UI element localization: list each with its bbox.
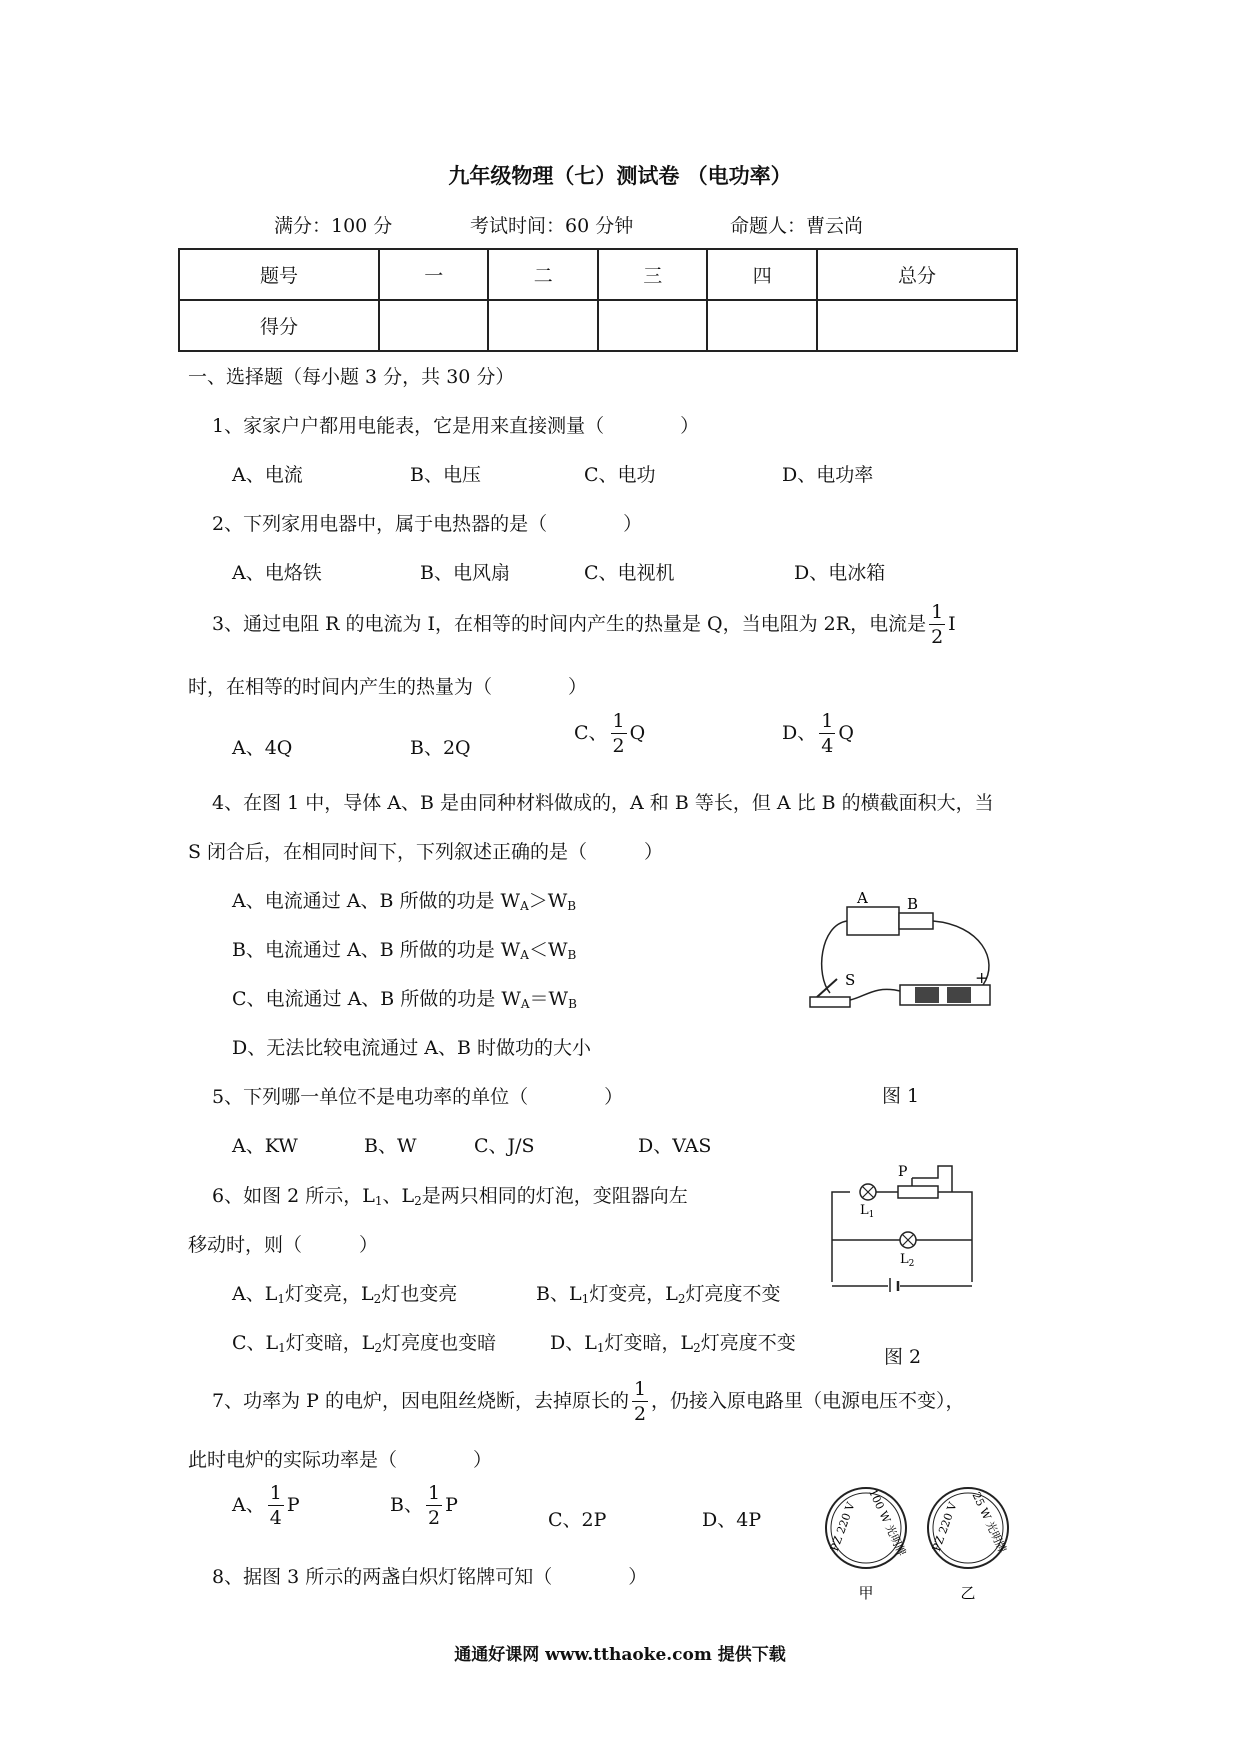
q7-option-c[interactable]: C、2P bbox=[548, 1509, 607, 1531]
q3-option-a[interactable]: A、4Q bbox=[232, 737, 293, 759]
q7-opt-b-fraction bbox=[426, 1484, 442, 1528]
frac-num: 1 bbox=[821, 710, 834, 732]
q5-option-b[interactable]: B、W bbox=[364, 1135, 417, 1157]
q2-option-a[interactable]: A、电烙铁 bbox=[232, 562, 322, 584]
q6-stem-line1 bbox=[212, 1181, 688, 1208]
q4-stem-line1: 4、在图 1 中，导体 A、B 是由同种材料做成的，A 和 B 等长，但 A 比 B 的横截面积大，当 bbox=[212, 792, 994, 814]
q2-option-d[interactable]: D、电冰箱 bbox=[794, 562, 886, 584]
fig3-yi-label: 乙 bbox=[960, 1584, 976, 1602]
q2-option-c[interactable]: C、电视机 bbox=[584, 562, 675, 584]
subscript: 2 bbox=[374, 1341, 383, 1355]
q6-stem-line2: 移动时，则（ ） bbox=[188, 1234, 379, 1256]
q1-option-d[interactable]: D、电功率 bbox=[782, 464, 874, 486]
q4-opt-rel: ＜W bbox=[528, 939, 568, 961]
frac-num: 1 bbox=[269, 1482, 282, 1504]
subscript: B bbox=[567, 899, 577, 913]
q3-option-b[interactable]: B、2Q bbox=[410, 737, 471, 759]
q4-opt-text: A、电流通过 A、B 所做的功是 W bbox=[232, 890, 521, 912]
q1-option-b[interactable]: B、电压 bbox=[410, 464, 481, 486]
q6-opt-text: A、L bbox=[232, 1283, 278, 1305]
q4-opt-rel: ＝W bbox=[529, 988, 569, 1010]
figure-2-circuit bbox=[820, 1162, 980, 1292]
frac-den: 4 bbox=[821, 735, 834, 757]
frac-den: 2 bbox=[427, 1507, 441, 1529]
score-row-label: 得分 bbox=[179, 300, 379, 351]
q6-opt-text: 灯亮度不变 bbox=[700, 1332, 796, 1354]
score-header-cell: 四 bbox=[707, 249, 817, 300]
q7-text: 7、功率为 P 的电炉，因电阻丝烧断，去掉原长的 bbox=[212, 1390, 629, 1412]
conductor-a bbox=[847, 907, 899, 935]
figure-2-caption: 图 2 bbox=[884, 1346, 922, 1368]
score-cell[interactable] bbox=[379, 300, 489, 351]
score-header-cell: 二 bbox=[488, 249, 598, 300]
q7-option-d[interactable]: D、4P bbox=[702, 1509, 762, 1531]
q6-opt-text: C、L bbox=[232, 1332, 279, 1354]
fig2-l1-sub: 1 bbox=[868, 1210, 875, 1220]
q6-text: 6、如图 2 所示，L bbox=[212, 1185, 375, 1207]
q3-stem-end: I bbox=[948, 613, 956, 635]
fig2-l2-text: L bbox=[900, 1252, 909, 1267]
q7-opt-b-suffix: P bbox=[445, 1494, 458, 1516]
q1-stem: 1、家家户户都用电能表，它是用来直接测量（ ） bbox=[212, 415, 700, 437]
score-header-cell: 一 bbox=[379, 249, 489, 300]
q6-option-b[interactable] bbox=[536, 1279, 781, 1306]
subscript: B bbox=[568, 997, 577, 1011]
q7-opt-a-prefix: A、 bbox=[232, 1494, 265, 1516]
q5-option-d[interactable]: D、VAS bbox=[638, 1135, 712, 1157]
subscript: A bbox=[520, 997, 530, 1011]
subscript: 2 bbox=[677, 1292, 686, 1306]
q3-stem bbox=[212, 603, 956, 647]
q6-opt-text: B、L bbox=[536, 1283, 582, 1305]
q3-opt-c-suffix: Q bbox=[629, 722, 646, 744]
switch-lever bbox=[817, 979, 837, 997]
score-table-score-row bbox=[179, 300, 1017, 351]
subscript: 1 bbox=[596, 1341, 605, 1355]
switch-base bbox=[810, 997, 850, 1007]
q7-opt-b-prefix: B、 bbox=[390, 1494, 423, 1516]
rheostat bbox=[898, 1186, 938, 1198]
q5-stem: 5、下列哪一单位不是电功率的单位（ ） bbox=[212, 1086, 624, 1108]
q6-opt-text: 灯变亮，L bbox=[589, 1283, 678, 1305]
jia-plate-right: 100 W 光明牌 bbox=[866, 1487, 909, 1559]
score-header-cell: 题号 bbox=[179, 249, 379, 300]
q3-stem-line2: 时，在相等的时间内产生的热量为（ ） bbox=[188, 676, 588, 698]
fig2-l2-label bbox=[900, 1252, 914, 1269]
fig2-l1-label bbox=[860, 1203, 874, 1220]
frac-den: 4 bbox=[269, 1507, 282, 1529]
q3-option-c[interactable] bbox=[574, 712, 645, 756]
q6-opt-text: 灯亮度也变暗 bbox=[382, 1332, 497, 1354]
subscript: A bbox=[520, 899, 529, 913]
fig2-l2-sub: 2 bbox=[908, 1259, 915, 1269]
q3-frac-den: 2 bbox=[931, 626, 944, 648]
q6-opt-text: 灯也变亮 bbox=[381, 1283, 458, 1305]
score-table bbox=[178, 248, 1018, 352]
q7-opt-a-suffix: P bbox=[286, 1494, 300, 1516]
q6-option-d[interactable] bbox=[550, 1328, 796, 1355]
figure-1-circuit bbox=[805, 885, 1005, 1020]
q6-opt-text: 灯变亮，L bbox=[284, 1283, 374, 1305]
subscript: B bbox=[567, 948, 577, 962]
subscript: 1 bbox=[278, 1341, 286, 1355]
q6-text: 是两只相同的灯泡，变阻器向左 bbox=[421, 1185, 688, 1207]
author: 命题人：曹云尚 bbox=[730, 215, 864, 237]
fig1-label-a: A bbox=[857, 889, 868, 907]
q3-fraction bbox=[929, 603, 945, 647]
score-table-header-row bbox=[179, 249, 1017, 300]
frac-den: 2 bbox=[633, 1403, 647, 1425]
q7-stem-line1 bbox=[212, 1380, 965, 1424]
q3-stem-text: 3、通过电阻 R 的电流为 I，在相等的时间内产生的热量是 Q，当电阻为 2R，电流是 bbox=[212, 613, 927, 635]
q6-opt-text: 灯亮度不变 bbox=[685, 1283, 781, 1305]
q3-opt-d-fraction bbox=[819, 712, 835, 756]
score-cell[interactable] bbox=[598, 300, 708, 351]
wire bbox=[850, 989, 900, 1000]
q3-option-d[interactable] bbox=[782, 712, 854, 756]
yi-plate-right: 25 W 光明牌 bbox=[969, 1490, 1009, 1555]
score-header-cell: 三 bbox=[598, 249, 708, 300]
q6-option-c[interactable] bbox=[232, 1328, 496, 1355]
q7-fraction bbox=[632, 1380, 648, 1424]
q6-opt-text: D、L bbox=[550, 1332, 597, 1354]
subscript: 1 bbox=[581, 1292, 590, 1306]
full-score: 满分：100 分 bbox=[274, 215, 393, 237]
subscript: 2 bbox=[373, 1292, 382, 1306]
frac-num: 1 bbox=[427, 1482, 441, 1504]
q4-opt-rel: ＞W bbox=[528, 890, 568, 912]
battery-cell bbox=[915, 987, 939, 1003]
q3-opt-c-fraction bbox=[611, 712, 627, 756]
q5-option-a[interactable]: A、KW bbox=[232, 1135, 298, 1157]
fig1-label-s: S bbox=[845, 971, 856, 989]
subscript: 2 bbox=[414, 1194, 422, 1208]
q6-option-a[interactable] bbox=[232, 1279, 457, 1306]
q4-option-a[interactable] bbox=[232, 886, 576, 913]
page-title: 九年级物理（七）测试卷 （电功率） bbox=[448, 163, 792, 188]
frac-num: 1 bbox=[612, 710, 625, 732]
exam-time: 考试时间：60 分钟 bbox=[470, 215, 634, 237]
figure-1-caption: 图 1 bbox=[882, 1085, 920, 1107]
q2-option-b[interactable]: B、电风扇 bbox=[420, 562, 510, 584]
q3-opt-d-prefix: D、 bbox=[782, 722, 817, 744]
subscript: 1 bbox=[277, 1292, 285, 1306]
fig2-l1-text: L bbox=[860, 1203, 869, 1218]
fig3-jia-label: 甲 bbox=[858, 1584, 874, 1602]
q6-text: 、L bbox=[382, 1185, 415, 1207]
battery-cell bbox=[947, 987, 971, 1003]
score-cell[interactable] bbox=[707, 300, 817, 351]
q3-opt-d-suffix: Q bbox=[838, 722, 854, 744]
yi-plate-left: PZ 220 V bbox=[929, 1500, 960, 1553]
q2-stem: 2、下列家用电器中，属于电热器的是（ ） bbox=[212, 513, 643, 535]
q6-opt-text: 灯变暗，L bbox=[285, 1332, 375, 1354]
q4-option-c[interactable] bbox=[232, 984, 577, 1011]
fig1-plus: + bbox=[975, 968, 989, 987]
frac-den: 2 bbox=[612, 735, 625, 757]
q3-frac-num: 1 bbox=[931, 601, 944, 623]
subscript: A bbox=[520, 948, 529, 962]
frame-gap bbox=[820, 1282, 980, 1292]
q7-opt-a-fraction bbox=[268, 1484, 284, 1528]
subscript: 1 bbox=[374, 1194, 383, 1208]
frac-num: 1 bbox=[633, 1378, 647, 1400]
q7-option-b[interactable] bbox=[390, 1484, 458, 1528]
q7-option-a[interactable] bbox=[232, 1484, 300, 1528]
fig1-label-b: B bbox=[907, 895, 919, 913]
q4-opt-text: C、电流通过 A、B 所做的功是 W bbox=[232, 988, 521, 1010]
conductor-b bbox=[899, 913, 933, 929]
score-header-cell: 总分 bbox=[817, 249, 1017, 300]
q6-opt-text: 灯变暗，L bbox=[604, 1332, 694, 1354]
battery-holder bbox=[900, 985, 990, 1005]
subscript: 2 bbox=[693, 1341, 701, 1355]
q3-opt-c-prefix: C、 bbox=[574, 722, 608, 744]
jia-plate-left: PZ 220 V bbox=[827, 1500, 858, 1553]
fig2-p-label: P bbox=[898, 1164, 908, 1180]
footer-watermark: 通通好课网 www.tthaoke.com 提供下载 bbox=[454, 1645, 786, 1665]
score-cell[interactable] bbox=[488, 300, 598, 351]
q7-text: ，仍接入原电路里（电源电压不变）， bbox=[651, 1390, 965, 1412]
q4-opt-text: B、电流通过 A、B 所做的功是 W bbox=[232, 939, 521, 961]
q8-stem: 8、据图 3 所示的两盏白炽灯铭牌可知（ ） bbox=[212, 1566, 648, 1588]
score-cell[interactable] bbox=[817, 300, 1017, 351]
q4-option-b[interactable] bbox=[232, 935, 576, 962]
q4-stem-line2: S 闭合后，在相同时间下，下列叙述正确的是（ ） bbox=[188, 841, 664, 863]
q5-option-c[interactable]: C、J/S bbox=[474, 1135, 535, 1157]
q4-option-d[interactable]: D、无法比较电流通过 A、B 时做功的大小 bbox=[232, 1037, 591, 1059]
q7-stem-line2: 此时电炉的实际功率是（ ） bbox=[188, 1449, 493, 1471]
q1-option-a[interactable]: A、电流 bbox=[232, 464, 303, 486]
figure-3-lamp-plates bbox=[820, 1478, 1020, 1608]
section-heading: 一、选择题（每小题 3 分，共 30 分） bbox=[188, 366, 515, 388]
q1-option-c[interactable]: C、电功 bbox=[584, 464, 656, 486]
